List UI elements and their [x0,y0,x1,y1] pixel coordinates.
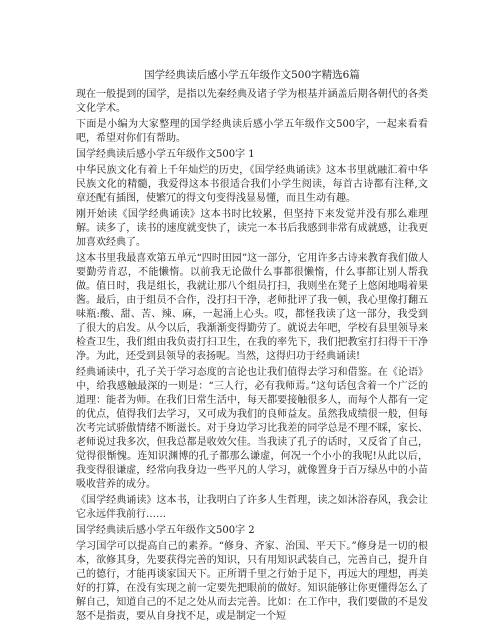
body-paragraph: 这本书里我最喜欢第五单元“四时田园”这一部分，它用许多古诗来教育我们做人要勤劳肯忍，不能懒惰。以前我无论做什么事都很懒惰，什么事都让别人帮我做。值日时，我是组长，我就让那八个组员打扫，我则坐在凳子上悠闲地喝着果酱。最后，由于组员不合作，没打扫干净，老师批评了我一顿，我心里像打翻五味瓶:酸、甜、苦、辣、麻，一起涌上心头。哎，都怪我读了这一部分，我受到了很大的启发。从今以后，我渐渐变得勤劳了。就说去年吧，学校有县里领导来检查卫生，我们组由我负责打扫卫生，在我的率先下，我们把教室打扫得干干净净。为此，还受到县领导的表扬呢。当然，这得归功于经典诵读! [76,253,428,362]
section-heading: 国学经典读后感小学五年级作文500字 2 [76,525,255,536]
intro-paragraph: 现在一般提到的国学，是指以先秦经典及诸子学为根基并涵盖后期各朝代的各类文化学术。 [76,89,428,114]
document-title: 国学经典读后感小学五年级作文500字精选6篇 [144,69,360,81]
body-paragraph: 《国学经典诵读》这本书，让我明白了许多人生哲理，读之如沐浴春风，我会让它永远伴我前行…… [76,495,428,520]
body-paragraph: 刚开始读《国学经典诵读》这本书时比较累，但坚持下来发觉并没有那么难理解。读多了，读书的速度就变快了，读完一本书后我感到非常有成就感，让我更加喜欢经典了。 [76,209,428,248]
intro-paragraph: 下面是小编为大家整理的国学经典读后感小学五年级作文500字，一起来看看吧，希望对你们有帮助。 [76,119,428,144]
body-paragraph: 中华民族文化有着上千年灿烂的历史，《国学经典诵读》这本书里就融汇着中华民族文化的精髓，我爱得这本书很适合我们小学生阅读，每首古诗都有注释,文章还配有插图，使繁冗的得文句变得浅显易懂，而且生动有趣。 [76,165,428,204]
section-heading: 国学经典读后感小学五年级作文500字 1 [76,149,255,160]
body-paragraph: 学习国学可以提高自己的素养。“修身、齐家、治国、平天下。”修身是一切的根本，欲修其身，先要获得完善的知识，只有用知识武装自己，完善自己，提升自己的德行，才能再谈家国天下。正所谓千里之行始于足下，再远大的理想，再美好的打算，在没有实现之前一定要先把眼前的做好。知识能够让你更懂得怎么了解自己，知道自己的不足之处从而去完善。比如：在工作中，我们要做的不是发怒不是指责，要从自身找不足，或是制定一个短 [76,541,428,622]
body-paragraph: 经典诵读中，孔子关于学习态度的言论也让我们值得去学习和借鉴。在《论语》中，给我感触最深的一则是：“三人行，必有我师焉。”这句话包含着一个广泛的道理：能者为师。在我们日常生活中，每天都要接触很多人，而每个人都有一定的优点，值得我们去学习，又可成为我们的良师益友。虽然我成绩很一般，但每次考完试骄傲情绪不断滋长。对于身边学习比我差的同学总是不理不睬，家长、老师说过我多次，但我总都是收效欠佳。当我读了孔子的话时，又反省了自己，觉得很惭愧。连知识渊博的孔子都那么谦虚，何况一个小小的我呢!从此以后，我变得很谦虚，经常向我身边一些平凡的人学习，就像置身于百万绿丛中的小苗吸收营养的成分。 [76,367,428,490]
